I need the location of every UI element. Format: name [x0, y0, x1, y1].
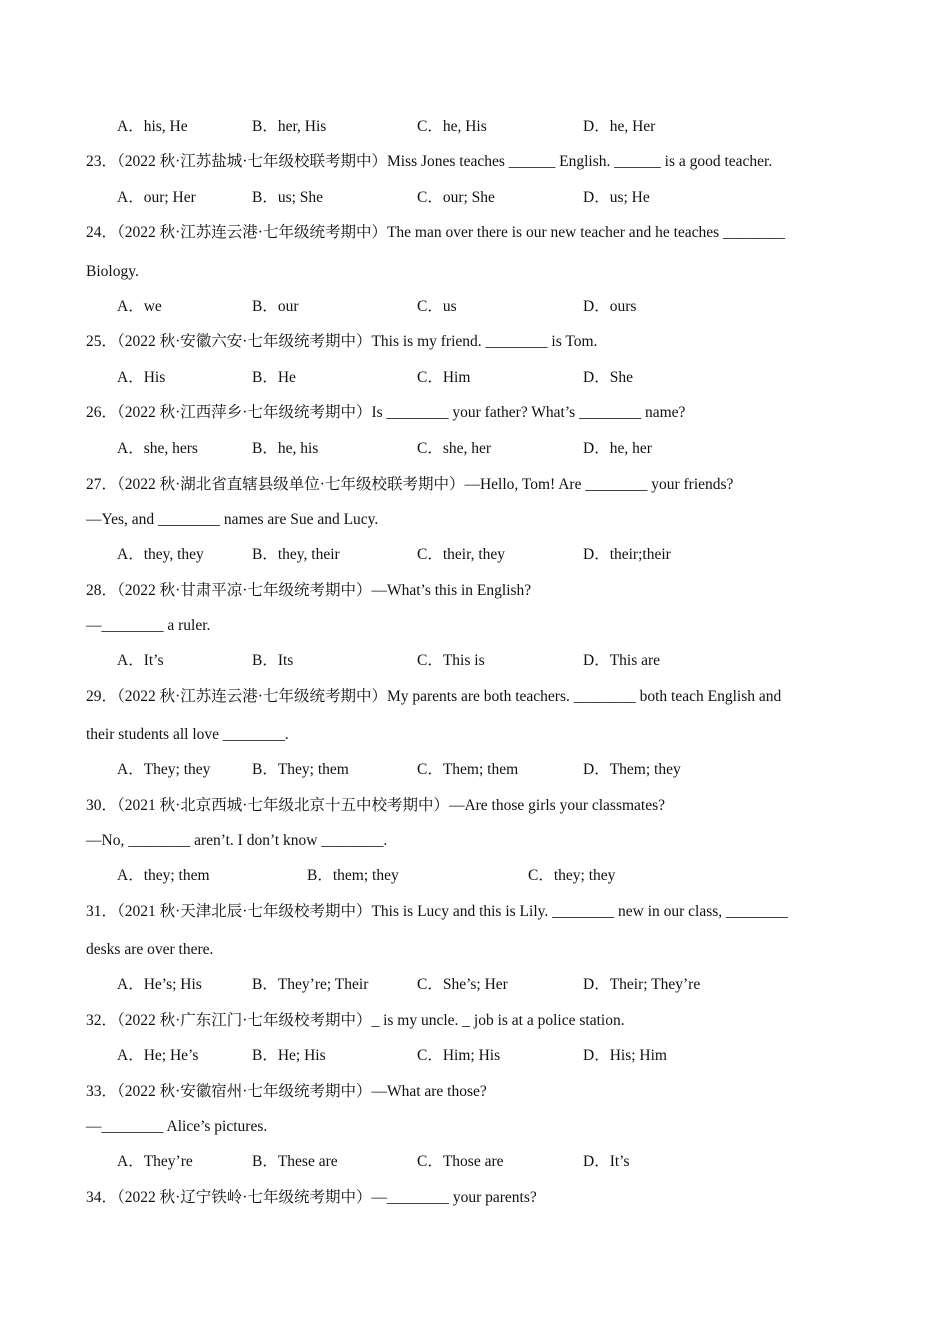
- q29-option-d[interactable]: D．Them; they: [583, 761, 681, 778]
- q29-stem: 29．（2022 秋·江苏连云港·七年级统考期中）My parents are both teachers. ________ both teach English and: [86, 688, 782, 705]
- q23-options: [0, 188, 950, 208]
- q25-option-a[interactable]: A．His: [117, 369, 166, 386]
- q29-option-c[interactable]: C．Them; them: [417, 761, 519, 778]
- q25-stem: 25．（2022 秋·安徽六安·七年级统考期中）This is my friend. ________ is Tom.: [86, 333, 598, 350]
- q33-option-a[interactable]: A．They’re: [117, 1153, 193, 1170]
- q30-options: [0, 866, 950, 886]
- q30-option-a[interactable]: A．they; them: [117, 867, 210, 884]
- q27-options: [0, 545, 950, 565]
- q24-option-d[interactable]: D．ours: [583, 298, 637, 315]
- q26-option-d[interactable]: D．he, her: [583, 440, 652, 457]
- q24-options: [0, 297, 950, 317]
- q30-stem: 30．（2021 秋·北京西城·七年级北京十五中校考期中）—Are those girls your classmates?: [86, 797, 666, 814]
- q23-option-b[interactable]: B．us; She: [252, 189, 324, 206]
- q22-option-c[interactable]: C．he, His: [417, 118, 487, 135]
- q23-option-c[interactable]: C．our; She: [417, 189, 495, 206]
- q25-option-c[interactable]: C．Him: [417, 369, 471, 386]
- q32-option-b[interactable]: B．He; His: [252, 1047, 326, 1064]
- q24-stem: 24．（2022 秋·江苏连云港·七年级统考期中）The man over there is our new teacher and he teaches ________: [86, 224, 786, 241]
- q25-option-b[interactable]: B．He: [252, 369, 296, 386]
- q24-stem-continued: Biology.: [86, 263, 139, 280]
- q27-option-a[interactable]: A．they, they: [117, 546, 204, 563]
- q26-option-b[interactable]: B．he, his: [252, 440, 319, 457]
- q25-option-d[interactable]: D．She: [583, 369, 633, 386]
- q30-stem-continued: —No, ________ aren’t. I don’t know ________.: [86, 832, 388, 849]
- q29-option-a[interactable]: A．They; they: [117, 761, 211, 778]
- q26-options: [0, 439, 950, 459]
- q22-option-b[interactable]: B．her, His: [252, 118, 327, 135]
- q31-option-c[interactable]: C．She’s; Her: [417, 976, 508, 993]
- q31-stem-continued: desks are over there.: [86, 941, 214, 958]
- q27-option-b[interactable]: B．they, their: [252, 546, 340, 563]
- q23-stem: 23．（2022 秋·江苏盐城·七年级校联考期中）Miss Jones teaches ______ English. ______ is a good teacher.: [86, 153, 773, 170]
- q25-options: [0, 368, 950, 388]
- q28-stem: 28．（2022 秋·甘肃平凉·七年级统考期中）—What’s this in English?: [86, 582, 532, 599]
- q27-option-d[interactable]: D．their;their: [583, 546, 671, 563]
- q24-option-c[interactable]: C．us: [417, 298, 457, 315]
- q33-option-c[interactable]: C．Those are: [417, 1153, 504, 1170]
- q24-option-a[interactable]: A．we: [117, 298, 162, 315]
- q28-stem-continued: —________ a ruler.: [86, 617, 211, 634]
- q30-option-c[interactable]: C．they; they: [528, 867, 616, 884]
- q27-stem-continued: —Yes, and ________ names are Sue and Lucy.: [86, 511, 379, 528]
- q28-option-c[interactable]: C．This is: [417, 652, 485, 669]
- q33-stem: 33．（2022 秋·安徽宿州·七年级统考期中）—What are those?: [86, 1083, 487, 1100]
- q31-option-b[interactable]: B．They’re; Their: [252, 976, 369, 993]
- q26-option-c[interactable]: C．she, her: [417, 440, 492, 457]
- q28-options: [0, 651, 950, 671]
- q32-option-a[interactable]: A．He; He’s: [117, 1047, 199, 1064]
- q32-option-d[interactable]: D．His; Him: [583, 1047, 667, 1064]
- q34-stem: 34．（2022 秋·辽宁铁岭·七年级统考期中）—________ your parents?: [86, 1189, 537, 1206]
- q33-stem-continued: —________ Alice’s pictures.: [86, 1118, 268, 1135]
- q31-option-a[interactable]: A．He’s; His: [117, 976, 202, 993]
- q29-options: [0, 760, 950, 780]
- q22-option-d[interactable]: D．he, Her: [583, 118, 656, 135]
- q27-stem: 27．（2022 秋·湖北省直辖县级单位·七年级校联考期中）—Hello, Tom! Are ________ your friends?: [86, 476, 734, 493]
- q31-options: [0, 975, 950, 995]
- q28-option-a[interactable]: A．It’s: [117, 652, 164, 669]
- q31-stem: 31．（2021 秋·天津北辰·七年级校考期中）This is Lucy and this is Lily. ________ new in our class, ________: [86, 903, 789, 920]
- q32-stem: 32．（2022 秋·广东江门·七年级校考期中）_ is my uncle. _ job is at a police station.: [86, 1012, 625, 1029]
- q26-option-a[interactable]: A．she, hers: [117, 440, 198, 457]
- q30-option-b[interactable]: B．them; they: [307, 867, 399, 884]
- q33-option-b[interactable]: B．These are: [252, 1153, 338, 1170]
- q31-option-d[interactable]: D．Their; They’re: [583, 976, 701, 993]
- q23-option-a[interactable]: A．our; Her: [117, 189, 196, 206]
- q32-options: [0, 1046, 950, 1066]
- q22-options: [0, 117, 950, 137]
- q33-options: [0, 1152, 950, 1172]
- q29-stem-continued: their students all love ________.: [86, 726, 289, 743]
- q27-option-c[interactable]: C．their, they: [417, 546, 506, 563]
- q22-option-a[interactable]: A．his, He: [117, 118, 188, 135]
- q24-option-b[interactable]: B．our: [252, 298, 299, 315]
- q32-option-c[interactable]: C．Him; His: [417, 1047, 501, 1064]
- q23-option-d[interactable]: D．us; He: [583, 189, 650, 206]
- q29-option-b[interactable]: B．They; them: [252, 761, 349, 778]
- q28-option-d[interactable]: D．This are: [583, 652, 661, 669]
- q28-option-b[interactable]: B．Its: [252, 652, 294, 669]
- q26-stem: 26．（2022 秋·江西萍乡·七年级统考期中）Is ________ your father? What’s ________ name?: [86, 404, 686, 421]
- q33-option-d[interactable]: D．It’s: [583, 1153, 630, 1170]
